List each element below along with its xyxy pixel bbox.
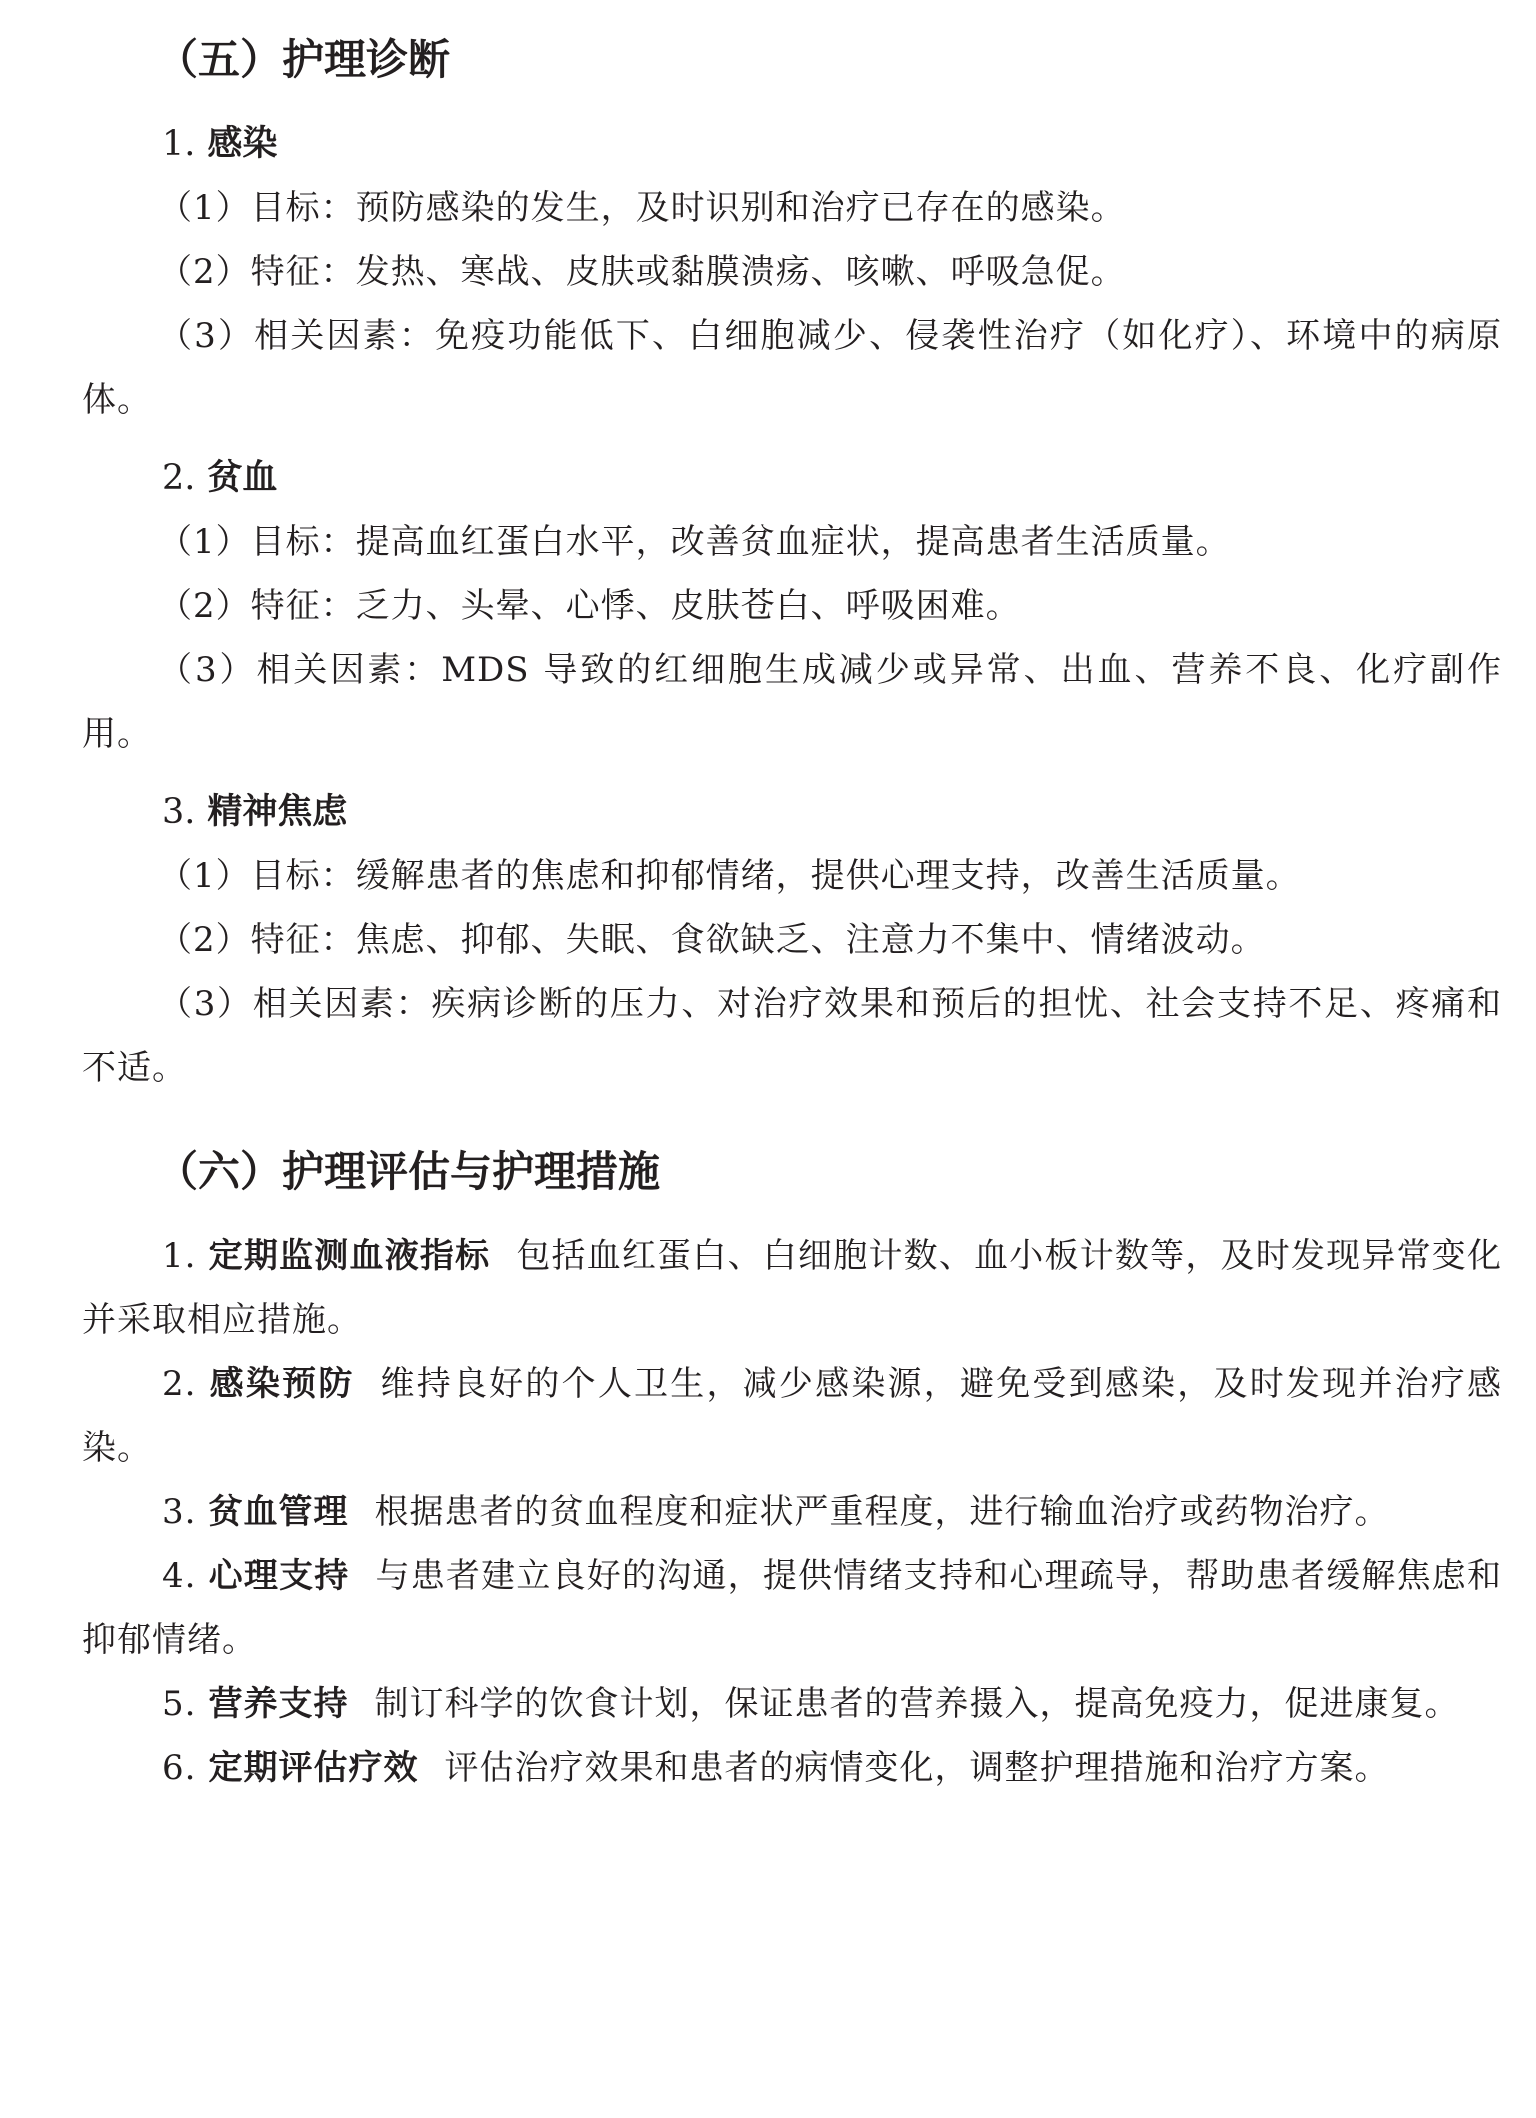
measure-text: 根据患者的贫血程度和症状严重程度，进行输血治疗或药物治疗。 <box>374 1492 1390 1532</box>
diagnosis-goal: （1）目标：预防感染的发生，及时识别和治疗已存在的感染。 <box>158 188 1126 228</box>
measure-number: 3. <box>162 1492 197 1532</box>
measure-text: 评估治疗效果和患者的病情变化，调整护理措施和治疗方案。 <box>444 1748 1390 1788</box>
measure-text: 包括血红蛋白、白细胞计数、血小板计数等，及时发现异常变化并采取相应措施。 <box>82 1236 1503 1340</box>
page-content <box>82 28 1502 1800</box>
measure-item <box>82 1544 1502 1672</box>
measure-term: 感染预防 <box>208 1364 355 1404</box>
measure-item <box>82 1352 1502 1480</box>
diagnosis-factor: （3）相关因素：MDS 导致的红细胞生成减少或异常、出血、营养不良、化疗副作用。 <box>82 650 1502 754</box>
measure-term: 心理支持 <box>208 1556 350 1596</box>
diagnosis-title: 贫血 <box>207 458 278 498</box>
measure-number: 4. <box>162 1556 197 1596</box>
measure-number: 2. <box>162 1364 197 1404</box>
measure-number: 1. <box>162 1236 197 1276</box>
diagnosis-title: 精神焦虑 <box>207 792 348 832</box>
measure-term: 贫血管理 <box>208 1492 349 1532</box>
diagnosis-heading-infection <box>162 112 1502 176</box>
measure-number: 5. <box>162 1684 197 1724</box>
diagnosis-goal: （1）目标：缓解患者的焦虑和抑郁情绪，提供心理支持，改善生活质量。 <box>158 856 1301 896</box>
diagnosis-goal: （1）目标：提高血红蛋白水平，改善贫血症状，提高患者生活质量。 <box>158 522 1231 562</box>
diagnosis-feature: （2）特征：发热、寒战、皮肤或黏膜溃疡、咳嗽、呼吸急促。 <box>158 252 1126 292</box>
diagnosis-title: 感染 <box>207 124 278 164</box>
measure-term: 定期评估疗效 <box>208 1748 419 1788</box>
diagnosis-feature: （2）特征：乏力、头晕、心悸、皮肤苍白、呼吸困难。 <box>158 586 1021 626</box>
diagnosis-number: 1. <box>162 124 196 164</box>
measure-term: 定期监测血液指标 <box>208 1236 491 1276</box>
diagnosis-factor: （3）相关因素：疾病诊断的压力、对治疗效果和预后的担忧、社会支持不足、疼痛和不适。 <box>82 984 1502 1088</box>
measure-text: 维持良好的个人卫生，减少感染源，避免受到感染，及时发现并治疗感染。 <box>82 1364 1502 1468</box>
diagnosis-number: 3. <box>162 792 196 832</box>
diagnosis-heading-anemia <box>162 446 1502 510</box>
measure-item <box>82 1480 1502 1544</box>
measure-item <box>82 1736 1502 1800</box>
measure-item <box>82 1672 1502 1736</box>
section-heading-nursing-diagnosis: （五）护理诊断 <box>156 35 451 84</box>
diagnosis-factor: （3）相关因素：免疫功能低下、白细胞减少、侵袭性治疗（如化疗）、环境中的病原体。 <box>82 316 1502 420</box>
measure-number: 6. <box>162 1748 197 1788</box>
measure-item <box>82 1224 1502 1352</box>
measure-text: 与患者建立良好的沟通，提供情绪支持和心理疏导，帮助患者缓解焦虑和抑郁情绪。 <box>82 1556 1503 1660</box>
diagnosis-number: 2. <box>162 458 196 498</box>
measure-text: 制订科学的饮食计划，保证患者的营养摄入，提高免疫力，促进康复。 <box>374 1684 1460 1724</box>
diagnosis-feature: （2）特征：焦虑、抑郁、失眠、食欲缺乏、注意力不集中、情绪波动。 <box>158 920 1266 960</box>
diagnosis-heading-anxiety <box>162 780 1502 844</box>
measure-term: 营养支持 <box>208 1684 349 1724</box>
section-heading-assessment-measures: （六）护理评估与护理措施 <box>156 1147 661 1196</box>
